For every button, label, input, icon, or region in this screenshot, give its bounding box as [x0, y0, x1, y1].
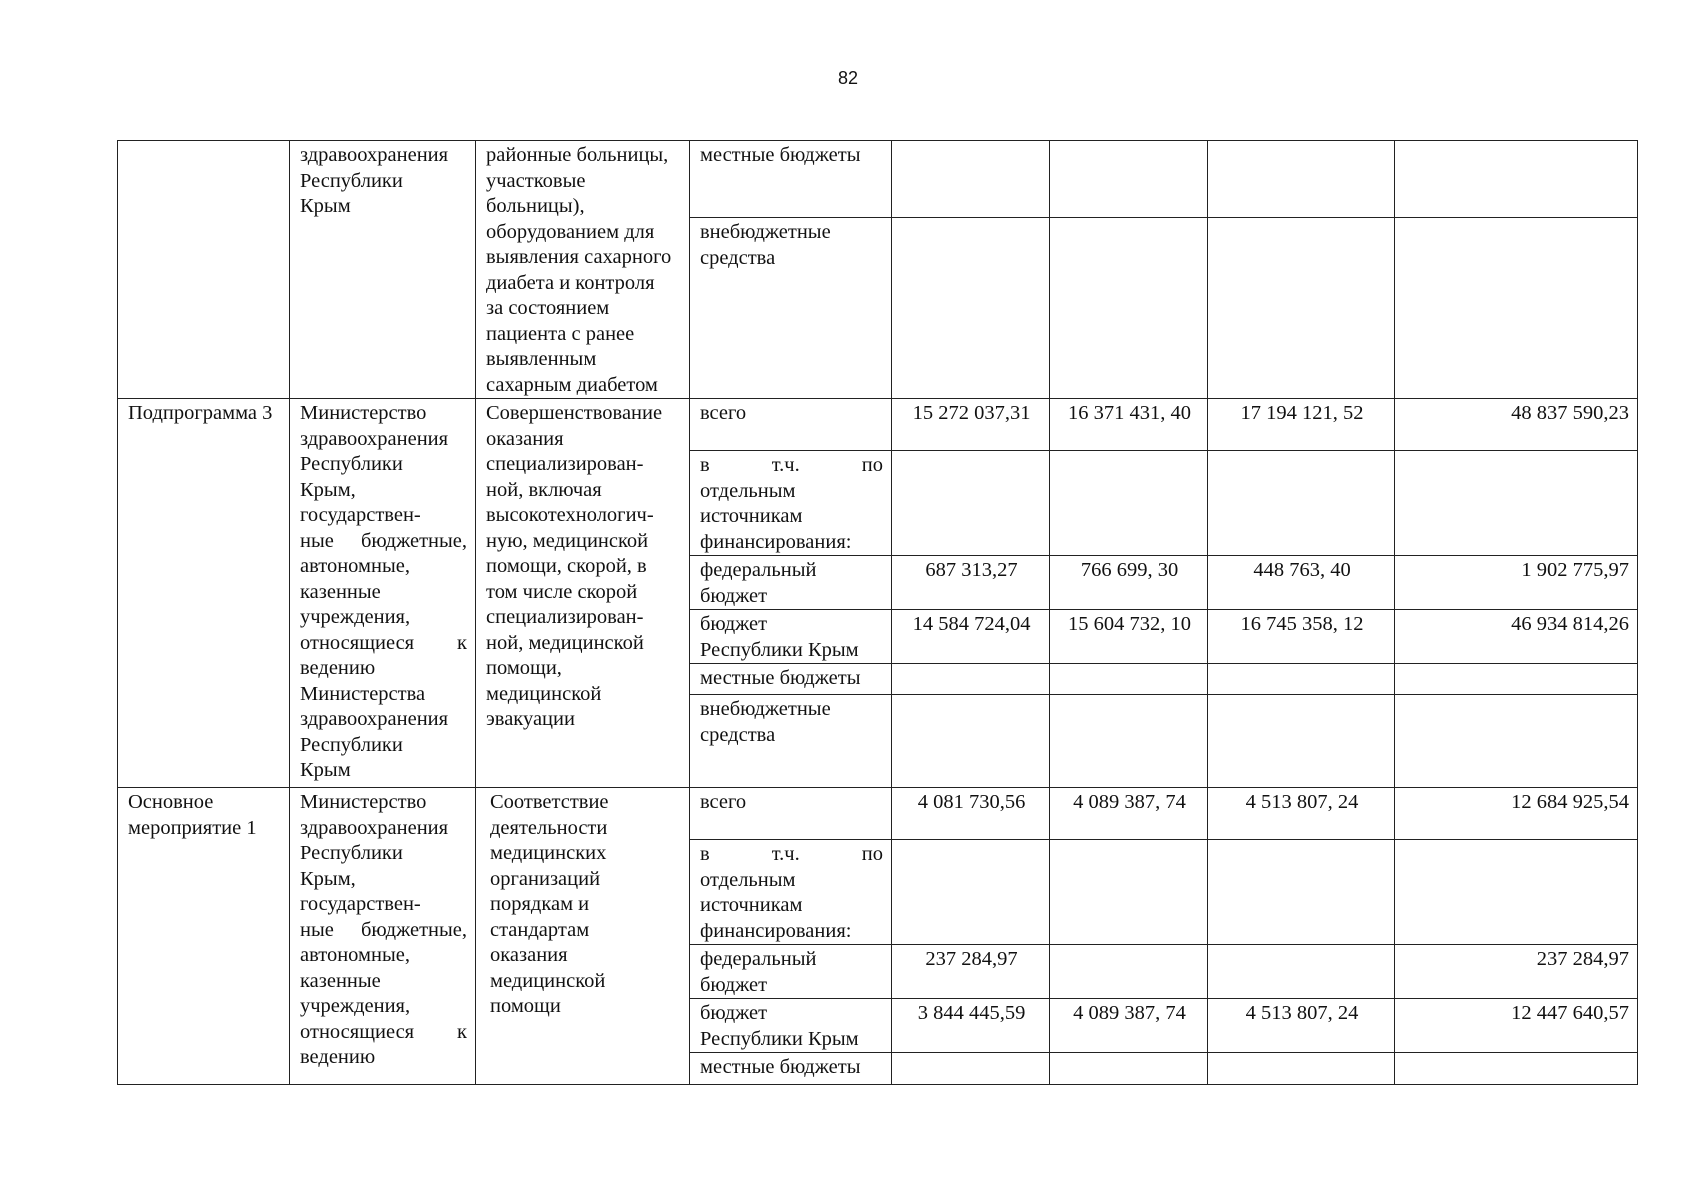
value-2022: 4 513 807, 24 — [1208, 788, 1395, 840]
executor-cell — [290, 399, 476, 788]
source-word: в — [700, 454, 710, 476]
executor-word: ные — [300, 918, 334, 941]
table-row — [118, 788, 1638, 840]
executor-text: Министерство здравоохранения Республики Крым, государствен- — [300, 402, 449, 526]
value-2020: 15 272 037,31 — [892, 399, 1050, 451]
executor-word: ные — [300, 529, 334, 552]
source-cell: всего — [690, 399, 892, 451]
executor-text: Министерство здравоохранения Республики Крым, государствен- — [300, 791, 449, 915]
executor-text: ведению Министерства здравоохранения Республики Крым — [300, 657, 449, 781]
description-cell: районные больницы, участковые больницы), оборудованием для выявления сахарного диабета и контроля за состоянием пациента с ранее выявленным сахарным диабетом — [476, 141, 690, 399]
name-cell: Подпрограмма 3 — [118, 399, 290, 788]
table-row — [118, 399, 1638, 451]
source-word: т.ч. — [771, 843, 800, 865]
value-total — [1395, 451, 1638, 556]
value-2020: 237 284,97 — [892, 945, 1050, 999]
value-2022 — [1208, 840, 1395, 945]
financing-table — [117, 140, 1638, 1085]
value-total — [1395, 218, 1638, 399]
value-2022 — [1208, 945, 1395, 999]
value-2021: 4 089 387, 74 — [1050, 788, 1208, 840]
value-2022: 17 194 121, 52 — [1208, 399, 1395, 451]
value-2020: 14 584 724,04 — [892, 610, 1050, 664]
value-total: 48 837 590,23 — [1395, 399, 1638, 451]
value-2022 — [1208, 218, 1395, 399]
source-justified-line — [700, 453, 883, 479]
value-2022: 16 745 358, 12 — [1208, 610, 1395, 664]
source-text: отдельным источникам финансирования: — [700, 479, 852, 553]
executor-text: автономные, казенные учреждения, — [300, 944, 411, 1017]
value-2020 — [892, 141, 1050, 218]
value-2021: 4 089 387, 74 — [1050, 999, 1208, 1053]
source-cell: бюджет Республики Крым — [690, 999, 892, 1053]
value-2020 — [892, 218, 1050, 399]
source-justified-line — [700, 842, 883, 868]
value-2020 — [892, 840, 1050, 945]
source-word: по — [861, 843, 883, 865]
source-cell: местные бюджеты — [690, 141, 892, 218]
source-cell: местные бюджеты — [690, 664, 892, 695]
executor-justified-line — [300, 631, 467, 657]
value-2022: 448 763, 40 — [1208, 556, 1395, 610]
executor-cell: здравоохранения Республики Крым — [290, 141, 476, 399]
source-cell: внебюджетные средства — [690, 695, 892, 788]
value-2022 — [1208, 664, 1395, 695]
value-2021 — [1050, 664, 1208, 695]
value-total — [1395, 695, 1638, 788]
value-2021 — [1050, 840, 1208, 945]
value-2021 — [1050, 451, 1208, 556]
executor-justified-line — [300, 529, 467, 555]
value-2020 — [892, 664, 1050, 695]
value-total: 237 284,97 — [1395, 945, 1638, 999]
page-number: 82 — [837, 68, 859, 88]
executor-word: к — [457, 631, 467, 654]
executor-justified-line — [300, 1020, 467, 1046]
value-2022: 4 513 807, 24 — [1208, 999, 1395, 1053]
source-cell: федеральный бюджет — [690, 945, 892, 999]
value-2021 — [1050, 945, 1208, 999]
table-row — [118, 141, 1638, 218]
executor-cell — [290, 788, 476, 1085]
value-total: 12 447 640,57 — [1395, 999, 1638, 1053]
value-2021 — [1050, 695, 1208, 788]
source-cell: федеральный бюджет — [690, 556, 892, 610]
value-2020: 4 081 730,56 — [892, 788, 1050, 840]
value-2021 — [1050, 1053, 1208, 1085]
value-2022 — [1208, 1053, 1395, 1085]
name-cell: Основное мероприятие 1 — [118, 788, 290, 1085]
description-cell: Совершенствование оказания специализирован- ной, включая высокотехнологич- ную, медицинской помощи, скорой, в том числе скорой специализирован- ной, медицинской помощи, медицинской эвакуации — [476, 399, 690, 788]
executor-justified-line — [300, 918, 467, 944]
value-2022 — [1208, 695, 1395, 788]
value-total: 12 684 925,54 — [1395, 788, 1638, 840]
executor-text: автономные, казенные учреждения, — [300, 555, 411, 628]
source-word: т.ч. — [771, 454, 800, 476]
value-2021: 766 699, 30 — [1050, 556, 1208, 610]
value-2022 — [1208, 451, 1395, 556]
value-total — [1395, 141, 1638, 218]
value-2020 — [892, 695, 1050, 788]
executor-text: ведению — [300, 1046, 376, 1068]
executor-word: бюджетные, — [360, 529, 467, 552]
value-2020: 687 313,27 — [892, 556, 1050, 610]
source-word: в — [700, 843, 710, 865]
value-2020 — [892, 1053, 1050, 1085]
source-cell: местные бюджеты — [690, 1053, 892, 1085]
executor-word: относящиеся — [300, 1020, 415, 1043]
value-2022 — [1208, 141, 1395, 218]
value-total: 46 934 814,26 — [1395, 610, 1638, 664]
source-cell: внебюджетные средства — [690, 218, 892, 399]
value-total — [1395, 840, 1638, 945]
executor-word: к — [457, 1020, 467, 1043]
value-2021: 16 371 431, 40 — [1050, 399, 1208, 451]
executor-word: относящиеся — [300, 631, 415, 654]
value-total: 1 902 775,97 — [1395, 556, 1638, 610]
executor-word: бюджетные, — [360, 918, 467, 941]
source-text: отдельным источникам финансирования: — [700, 868, 852, 942]
value-total — [1395, 1053, 1638, 1085]
source-word: по — [861, 454, 883, 476]
source-cell — [690, 840, 892, 945]
source-cell — [690, 451, 892, 556]
value-2021 — [1050, 218, 1208, 399]
value-total — [1395, 664, 1638, 695]
value-2021 — [1050, 141, 1208, 218]
value-2020 — [892, 451, 1050, 556]
value-2021: 15 604 732, 10 — [1050, 610, 1208, 664]
name-cell — [118, 141, 290, 399]
source-cell: всего — [690, 788, 892, 840]
source-cell: бюджет Республики Крым — [690, 610, 892, 664]
value-2020: 3 844 445,59 — [892, 999, 1050, 1053]
description-cell: Соответствие деятельности медицинских организаций порядкам и стандартам оказания медицинской помощи — [476, 788, 690, 1085]
